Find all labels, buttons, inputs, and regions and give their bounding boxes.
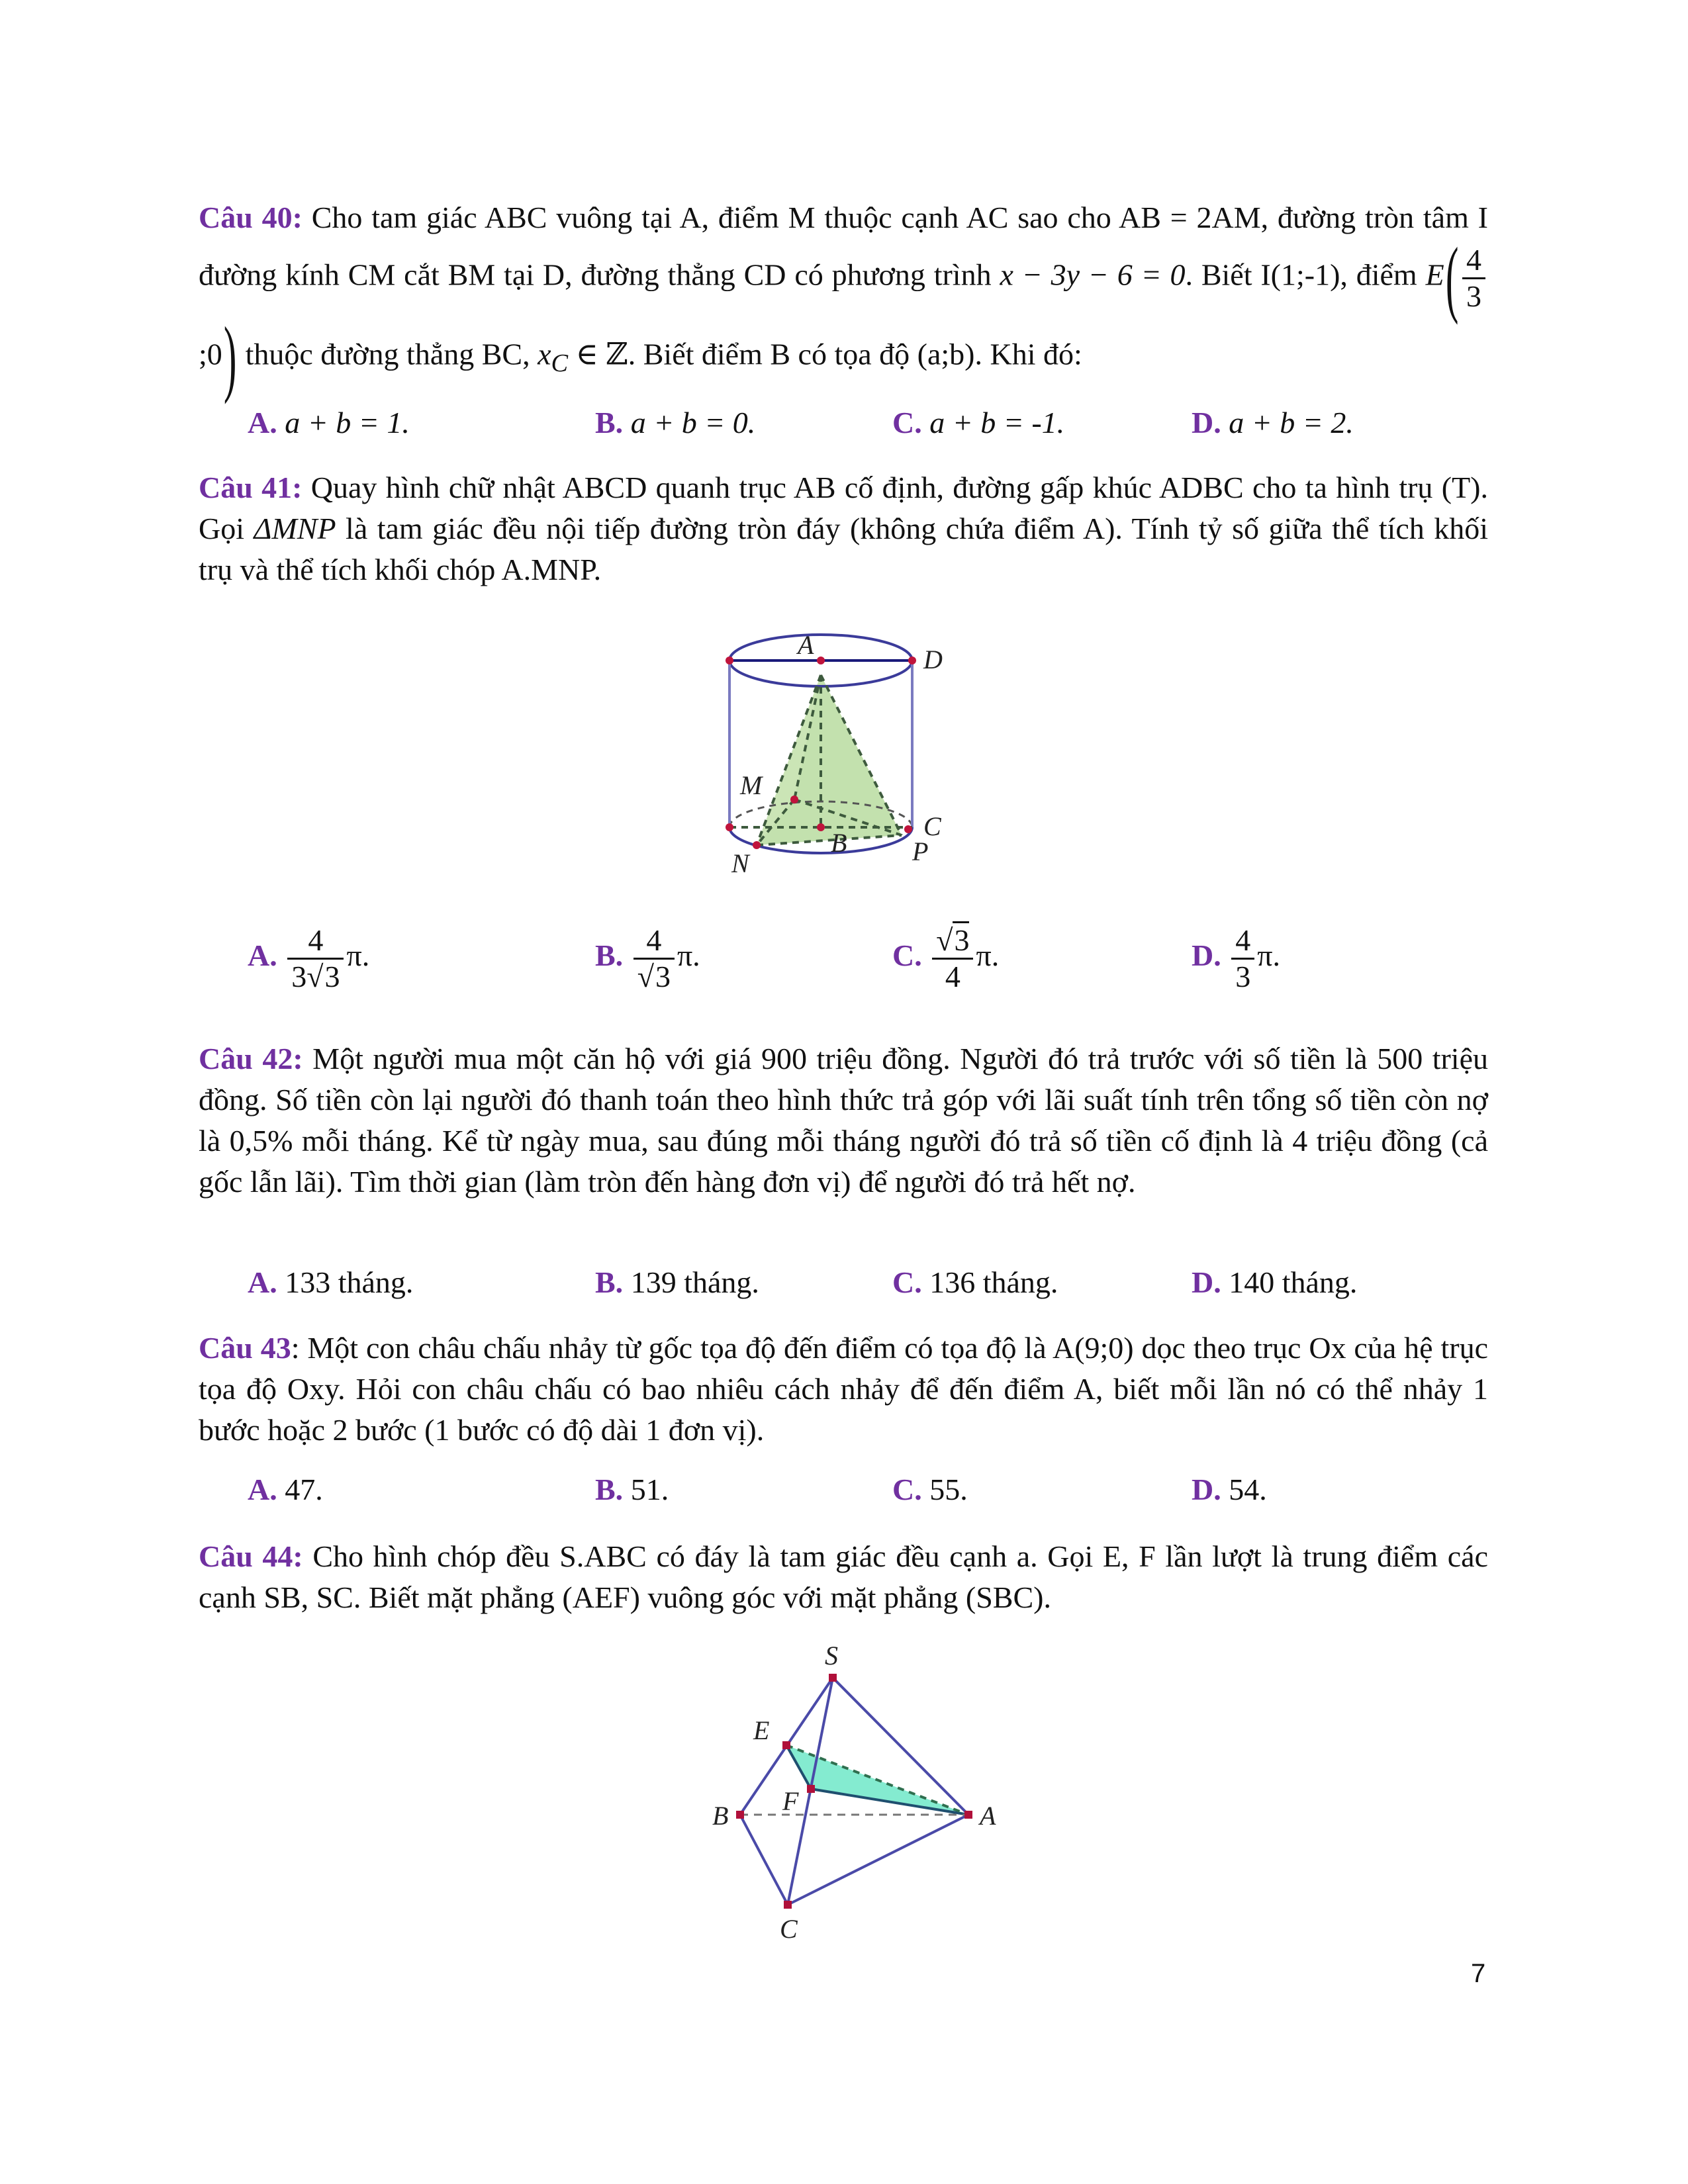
option-a[interactable]: A. a + b = 1. [248, 406, 410, 439]
question-label: Câu 44: [199, 1539, 303, 1573]
label-a: A [798, 630, 814, 660]
label-c: C [780, 1914, 798, 1944]
question-41: Câu 41: Quay hình chữ nhật ABCD quanh trục AB cố định, đường gấp khúc ADBC cho ta hình trụ (T). Gọi ΔMNP là tam giác đều nội tiếp đường tròn đáy (không chứa điểm A). Tính tỷ số giữa thể tích khối trụ và thể tích khối chóp A.MNP. [199, 471, 1488, 586]
label-d: D [923, 645, 943, 674]
option-c[interactable]: C. 55. [892, 1473, 968, 1506]
question-43-options [0, 1472, 1688, 1518]
label-n: N [731, 848, 749, 878]
label-e: E [753, 1715, 770, 1745]
label-m: M [740, 770, 763, 800]
label-s: S [825, 1641, 838, 1670]
label-b: B [831, 828, 847, 858]
option-b[interactable]: B. $\frac{4}{√3}$ π. [595, 923, 700, 993]
option-d[interactable]: D. 140 tháng. [1192, 1265, 1358, 1299]
question-label: Câu 41: [199, 471, 303, 504]
option-b[interactable]: B. a + b = 0. [595, 406, 756, 439]
question-text: Cho tam giác ABC vuông tại A, điểm M thuộc cạnh AC sao cho AB = 2AM, đường tròn tâm I đường kính CM cắt BM tại D, đường thẳng CD có phương trình [199, 201, 1488, 292]
label-p: P [912, 837, 929, 866]
question-42-options [0, 1265, 1688, 1311]
question-44: Câu 44: Cho hình chóp đều S.ABC có đáy là tam giác đều cạnh a. Gọi E, F lần lượt là trung điểm các cạnh SB, SC. Biết mặt phẳng (AEF) vuông góc với mặt phẳng (SBC). [199, 1539, 1488, 1614]
point-e: E [1425, 257, 1444, 292]
option-a[interactable]: A. 47. [248, 1473, 323, 1506]
question-40: Câu 40: Cho tam giác ABC vuông tại A, điểm M thuộc cạnh AC sao cho AB = 2AM, đường tròn tâm I đường kính CM cắt BM tại D, đường thẳng CD có phương trình x − 3y − 6 = 0. Biết I(1;-1), điểm E( $\frac{4}{3}$ ;0) thuộc đường thẳng BC, $x_C$ ∈ ℤ. Biết điểm B có tọa độ (a;b). Khi đó: [199, 201, 1488, 405]
equation: x − 3y − 6 = 0 [1000, 257, 1186, 292]
question-43: Câu 43: Một con châu chấu nhảy từ gốc tọa độ đến điểm có tọa độ là A(9;0) dọc theo trục Ox của hệ trục tọa độ Oxy. Hỏi con châu chấu có bao nhiêu cách nhảy để đến điểm A, biết mỗi lần nó có thể nhảy 1 bước hoặc 2 bước (1 bước có độ dài 1 đơn vị). [199, 1331, 1488, 1447]
option-c[interactable]: C. a + b = -1. [892, 406, 1065, 439]
option-d[interactable]: D. a + b = 2. [1192, 406, 1354, 439]
page-number: 7 [1471, 1959, 1486, 1988]
question-42: Câu 42: Một người mua một căn hộ với giá 900 triệu đồng. Người đó trả trước với số tiền là 500 triệu đồng. Số tiền còn lại người đó thanh toán theo hình thức trả góp với lãi suất tính trên tổng số tiền còn nợ là 0,5% mỗi tháng. Kể từ ngày mua, sau đúng mỗi tháng người đó trả số tiền cố định là 4 triệu đồng (cả gốc lẫn lãi). Tìm thời gian (làm tròn đến hàng đơn vị) để người đó trả hết nợ. [199, 1042, 1489, 1199]
option-a[interactable]: A. 133 tháng. [248, 1265, 414, 1299]
option-d[interactable]: D. $\frac{4}{3}$ π. [1192, 923, 1280, 993]
question-41-options [0, 923, 1688, 1016]
option-b[interactable]: B. 139 tháng. [595, 1265, 759, 1299]
option-a[interactable]: A. $\frac{4}{3√3}$ π. [248, 923, 370, 993]
question-label: Câu 42: [199, 1042, 303, 1075]
label-a: A [980, 1801, 996, 1831]
label-f: F [782, 1786, 799, 1816]
option-b[interactable]: B. 51. [595, 1473, 669, 1506]
question-label: Câu 43 [199, 1331, 291, 1365]
option-d[interactable]: D. 54. [1192, 1473, 1267, 1506]
option-c[interactable]: C. 136 tháng. [892, 1265, 1058, 1299]
label-b: B [712, 1801, 729, 1831]
question-text: . Biết I(1;-1), điểm [1185, 257, 1426, 292]
option-c[interactable]: C. $\frac{√3}{4}$ π. [892, 923, 999, 994]
pyramid-figure [702, 1635, 1019, 1952]
question-40-options [0, 405, 1688, 451]
fraction: $\frac{4}{3}$ [1462, 243, 1485, 314]
label-c: C [923, 811, 941, 841]
cylinder-figure [702, 615, 980, 880]
question-label: Câu 40: [199, 201, 303, 234]
